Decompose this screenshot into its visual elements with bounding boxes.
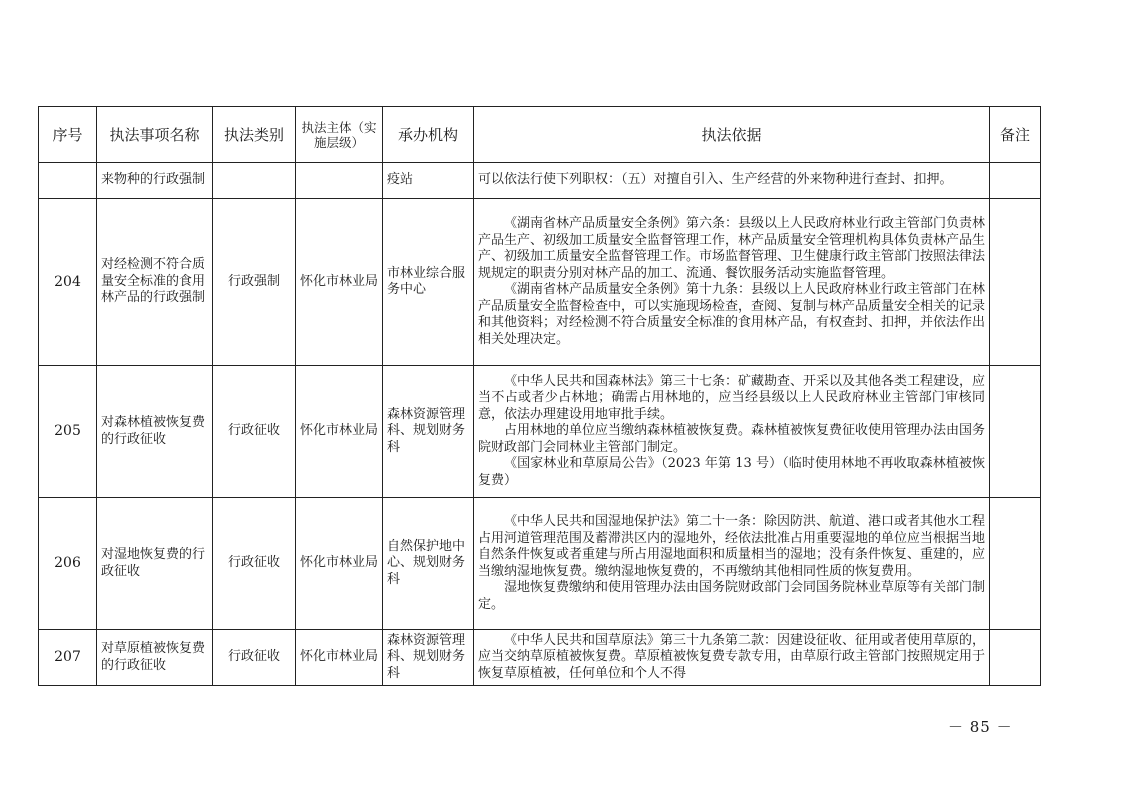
- basis-paragraph: 《湖南省林产品质量安全条例》第十九条：县级以上人民政府林业行政主管部门在林产品质量安全监督检查中，可以实施现场检查，查阅、复制与林产品质量安全相关的记录和其他资料；对经检测不符合质量安全标准的食用林产品，有权查封、扣押，并依法作出相关处理决定。: [478, 282, 986, 347]
- table-row: [39, 366, 1041, 498]
- basis-paragraph: 《国家林业和草原局公告》（2023 年第 13 号）（临时使用林地不再收取森林植被恢复费）: [478, 456, 985, 488]
- table-row: [39, 199, 1041, 366]
- row-item-name: 对草原植被恢复费的行政征收: [97, 630, 213, 686]
- row-no: 205: [39, 366, 97, 498]
- row-category: 行政强制: [213, 199, 296, 366]
- row-no: 206: [39, 498, 97, 630]
- table-row: [39, 498, 1041, 630]
- row-note: [990, 498, 1041, 630]
- header-category: 执法类别: [213, 107, 296, 163]
- header-no: 序号: [39, 107, 97, 163]
- row-subject: 怀化市林业局: [296, 366, 383, 498]
- basis-paragraph: 《中华人民共和国草原法》第三十九条第二款：因建设征收、征用或者使用草原的，应当交纳草原植被恢复费。草原植被恢复费专款专用，由草原行政主管部门按照规定用于恢复草原植被，任何单位和个人不得: [478, 632, 986, 681]
- row-subject: 怀化市林业局: [296, 630, 383, 686]
- row-category: 行政征收: [213, 366, 296, 498]
- row-category: [213, 163, 296, 199]
- row-note: [990, 199, 1041, 366]
- row-no: 207: [39, 630, 97, 686]
- row-basis: [474, 366, 990, 498]
- enforcement-table: [38, 106, 1041, 686]
- row-no: 204: [39, 199, 97, 366]
- table-row: [39, 163, 1041, 199]
- row-org: 市林业综合服务中心: [383, 199, 474, 366]
- row-subject: 怀化市林业局: [296, 498, 383, 630]
- basis-paragraph: 《中华人民共和国森林法》第三十七条：矿藏勘查、开采以及其他各类工程建设，应当不占或者少占林地；确需占用林地的，应当经县级以上人民政府林业主管部门审核同意，依法办理建设用地审批手续。: [478, 373, 986, 422]
- header-note: 备注: [990, 107, 1041, 163]
- row-basis: [474, 163, 990, 199]
- row-basis: [474, 498, 990, 630]
- row-org: 森林资源管理科、规划财务科: [383, 366, 474, 498]
- row-org: 森林资源管理科、规划财务科: [383, 630, 474, 686]
- table-header-row: [39, 107, 1041, 163]
- table-row: [39, 630, 1041, 686]
- row-category: 行政征收: [213, 498, 296, 630]
- row-item-name: 对湿地恢复费的行政征收: [97, 498, 213, 630]
- row-category: 行政征收: [213, 630, 296, 686]
- row-basis: [474, 630, 990, 686]
- header-subject: 执法主体（实施层级）: [296, 107, 383, 163]
- row-item-name: 对森林植被恢复费的行政征收: [97, 366, 213, 498]
- row-item-name: 来物种的行政强制: [97, 163, 213, 199]
- page-number: － 85 －: [948, 718, 1013, 736]
- row-basis: [474, 199, 990, 366]
- row-org: 自然保护地中心、规划财务科: [383, 498, 474, 630]
- header-org: 承办机构: [383, 107, 474, 163]
- row-subject: [296, 163, 383, 199]
- row-item-name: 对经检测不符合质量安全标准的食用林产品的行政强制: [97, 199, 213, 366]
- basis-paragraph: 《中华人民共和国湿地保护法》第二十一条：除因防洪、航道、港口或者其他水工程占用河道管理范围及蓄滞洪区内的湿地外，经依法批准占用重要湿地的单位应当根据当地自然条件恢复或者重建与所占用湿地面积和质量相当的湿地；没有条件恢复、重建的，应当缴纳湿地恢复费。缴纳湿地恢复费的，不再缴纳其他相同性质的恢复费用。: [478, 514, 986, 579]
- basis-paragraph: 湿地恢复费缴纳和使用管理办法由国务院财政部门会同国务院林业草原等有关部门制定。: [478, 580, 986, 612]
- row-no: [39, 163, 97, 199]
- row-org: 疫站: [383, 163, 474, 199]
- header-item-name: 执法事项名称: [97, 107, 213, 163]
- header-basis: 执法依据: [474, 107, 990, 163]
- row-note: [990, 163, 1041, 199]
- row-note: [990, 366, 1041, 498]
- row-note: [990, 630, 1041, 686]
- basis-paragraph: 《湖南省林产品质量安全条例》第六条：县级以上人民政府林业行政主管部门负责林产品生产、初级加工质量安全监督管理工作，林产品质量安全管理机构具体负责林产品生产、初级加工质量安全监督管理工作。市场监督管理、卫生健康行政主管部门按照法律法规规定的职责分别对林产品的加工、流通、餐饮服务活动实施监督管理。: [478, 216, 986, 281]
- basis-paragraph: 可以依法行使下列职权：（五）对擅自引入、生产经营的外来物种进行查封、扣押。: [478, 172, 953, 188]
- row-subject: 怀化市林业局: [296, 199, 383, 366]
- basis-paragraph: 占用林地的单位应当缴纳森林植被恢复费。森林植被恢复费征收使用管理办法由国务院财政部门会同林业主管部门制定。: [478, 423, 986, 455]
